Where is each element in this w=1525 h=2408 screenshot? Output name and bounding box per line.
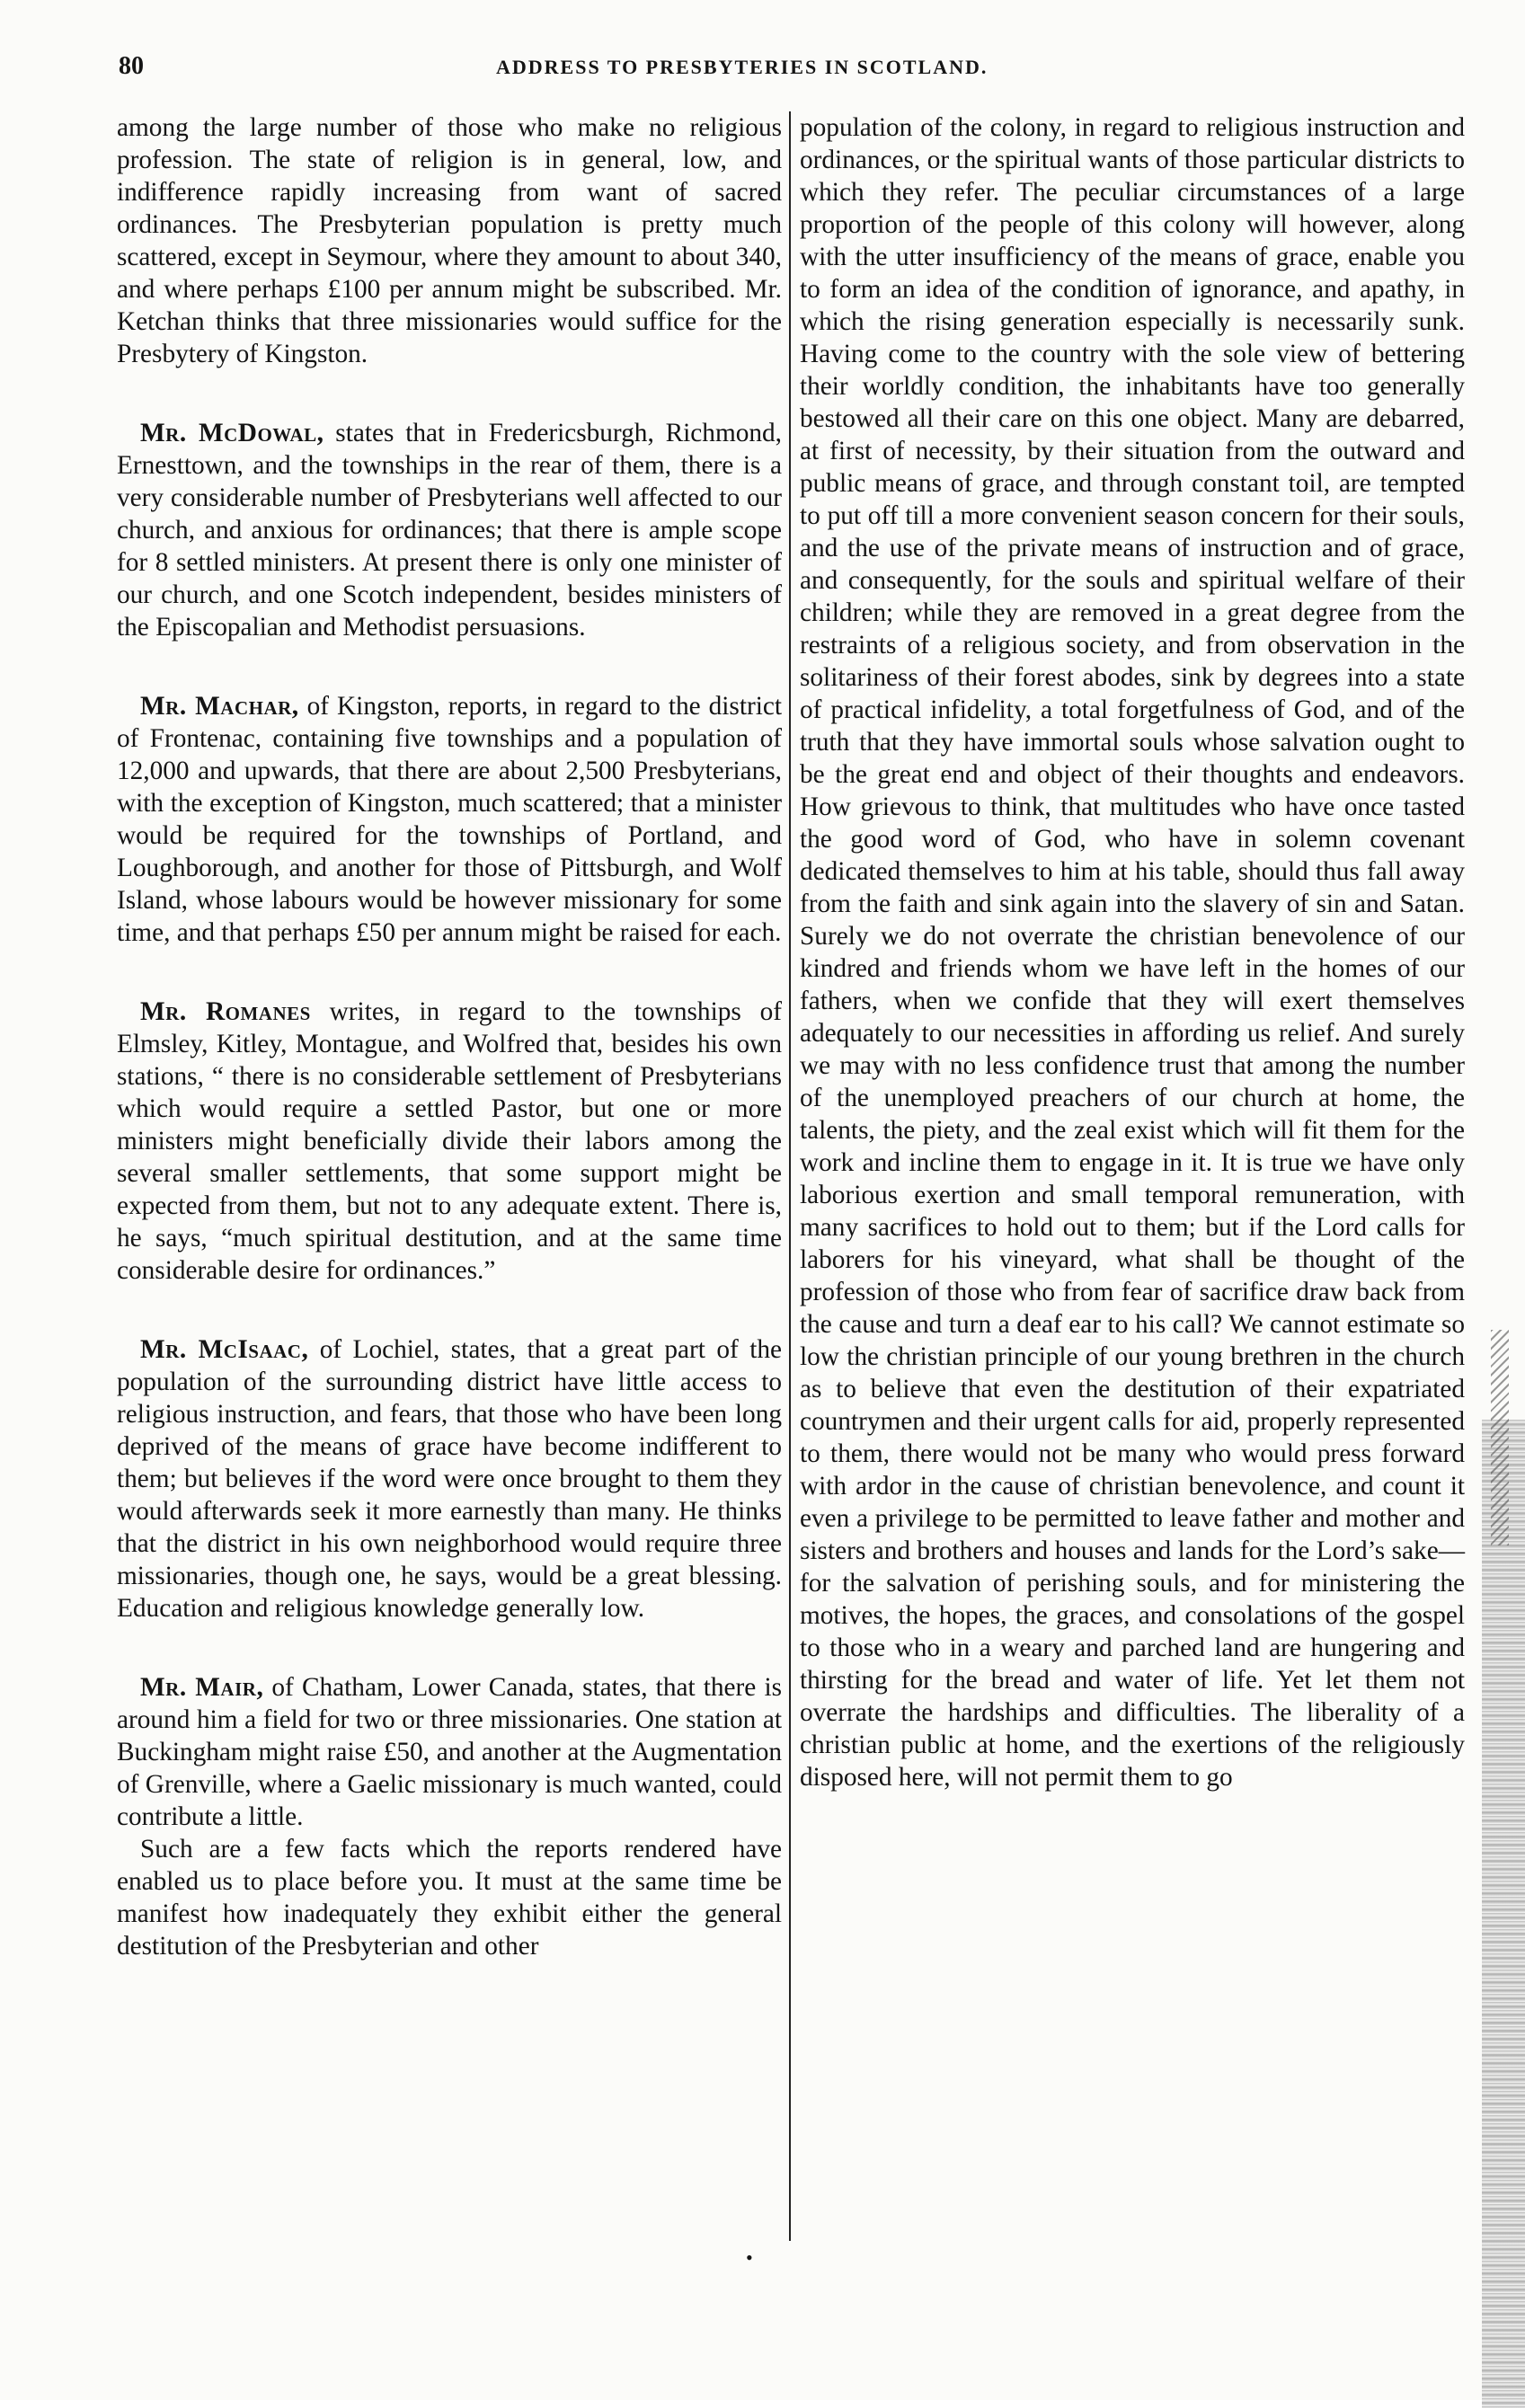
paragraph-text: among the large number of those who make no religious profession. The state of religion is in general, low, and indifference rapidly increasing from want of sacred ordinances. The Presbyterian population is pretty much scattered, except in Seymour, where they amount to about 340, and where perhaps £100 per annum might be subscribed. Mr. Ketchan thinks that three missionaries would suffice for the Presbytery of Kingston. <box>117 113 782 368</box>
running-title: ADDRESS TO PRESBYTERIES IN SCOTLAND. <box>496 56 989 78</box>
paragraph-continuation <box>800 111 1465 1793</box>
paragraph-mcisaac-report <box>117 1333 782 1625</box>
paragraph-text: Such are a few facts which the reports rendered have enabled us to place before you. It must at the same time be manifest how inadequately they exhibit either the general destitution of the Presbyterian and other <box>117 1835 782 1961</box>
scan-edge-artifact <box>1482 1420 1525 2408</box>
right-column <box>800 111 1465 1793</box>
paragraph-text: of Lochiel, states, that a great part of the population of the surrounding district have little access to religious instruction, and fears, that those who have been long deprived of the means of grace have become indifferent to them; but believes if the word were once brought to them they would afterwards seek it more earnestly than many. He thinks that the district in his own neighborhood would require three missionaries, though one, he says, would be a great blessing. Education and religious knowledge generally low. <box>117 1335 782 1623</box>
page-header <box>119 52 1467 88</box>
paragraph-text: writes, in regard to the townships of Elmsley, Kitley, Montague, and Wolfred that, besides his own stations, “ there is no considerable settlement of Presbyterians which would require a settled Pastor, but one or more ministers might beneficially divide their labors among the several smaller settlements, that some support might be expected from them, but not to any adequate extent. There is, he says, “much spiritual destitution, and at the same time considerable desire for ordinances.” <box>117 997 782 1285</box>
speaker-name: Mr. McDowal, <box>140 419 324 447</box>
speaker-name: Mr. Machar, <box>140 692 299 721</box>
scan-edge-speckle <box>1491 1330 1509 1545</box>
left-column <box>117 111 782 1962</box>
paragraph-ketchan-report <box>117 111 782 370</box>
paragraph-mcdowal-report <box>117 417 782 643</box>
footer-mark: • <box>746 2246 753 2269</box>
paragraph-mair-report <box>117 1671 782 1833</box>
page-number: 80 <box>119 52 144 80</box>
paragraph-text: states that in Fredericsburgh, Richmond, Ernesttown, and the townships in the rear of them, there is a very considerable number of Presbyterians well affected to our church, and anxious for ordinances; that there is ample scope for 8 settled ministers. At present there is only one minister of our church, and one Scotch independent, besides ministers of the Episcopalian and Methodist persuasions. <box>117 419 783 642</box>
paragraph-machar-report <box>117 690 782 949</box>
paragraph-text: of Kingston, reports, in regard to the district of Frontenac, containing five townships and a population of 12,000 and upwards, that there are about 2,500 Presbyterians, with the exception of Kingston, much scattered; that a minister would be required for the townships of Portland, and Loughborough, and another for those of Pittsburgh, and Wolf Island, whose labours would be however missionary for some time, and that perhaps £50 per annum might be raised for each. <box>117 692 782 947</box>
speaker-name: Mr. Romanes <box>140 997 311 1026</box>
paragraph-text: population of the colony, in regard to religious instruction and ordinances, or the spiritual wants of those particular districts to which they refer. The peculiar circumstances of a large proportion of the people of this colony will however, along with the utter insufficiency of the means of grace, enable you to form an idea of the condition of ignorance, and apathy, in which the rising generation especially is necessarily sunk. Having come to the country with the sole view of bettering their worldly condition, the inhabitants have too generally bestowed all their care on this one object. Many are debarred, at first of necessity, by their situation from the outward and public means of grace, and through constant toil, are tempted to put off till a more convenient season concern for their souls, and the use of the private means of instruction and of grace, and consequently, for the souls and spiritual welfare of their children; while they are removed in a great degree from the restraints of a religious society, and from observation in the solitariness of their forest abodes, sink by degrees into a state of practical infidelity, a total forgetfulness of God, and of the truth that they have immortal souls whose salvation ought to be the great end and object of their thoughts and endeavors. How grievous to think, that multitudes who have once tasted the good word of God, who have in solemn covenant dedicated themselves to him at his table, should thus fall away from the faith and sink again into the slavery of sin and Satan. Surely we do not overrate the christian benevolence of our kindred and friends whom we have left in the homes of our fathers, when we confide that they will exert themselves adequately to our necessities in affording us relief. And surely we may with no less confidence trust that among the number of the unemployed preachers of our church at home, the talents, the piety, and the zeal exist which will fit them for the work and incline them to engage in it. It is true we have only laborious exertion and small temporal remuneration, with many sacrifices to hold out to them; but if the Lord calls for laborers for his vineyard, what shall be thought of the profession of those who from fear of sacrifice draw back from the cause and turn a deaf ear to his call? We cannot estimate so low the christian principle of our young brethren in the church as to believe that even the destitution of their expatriated countrymen and their urgent calls for aid, properly represented to them, there would not be many who would press forward with ardor in the cause of christian benevolence, and count it even a privilege to be permitted to leave father and mother and sisters and brothers and houses and lands for the Lord’s sake—for the salvation of perishing souls, and for ministering the motives, the hopes, the graces, and consolations of the gospel to those who in a weary and parched land are hungering and thirsting for the bread and water of life. Yet let them not overrate the hardships and difficulties. The liberality of a christian public at home, and the exertions of the religiously disposed here, will not permit them to go <box>800 113 1465 1792</box>
speaker-name: Mr. Mair, <box>140 1673 264 1702</box>
paragraph-romanes-report <box>117 996 782 1287</box>
speaker-name: Mr. McIsaac, <box>140 1335 309 1364</box>
column-divider <box>789 111 791 2241</box>
paragraph-summary <box>117 1833 782 1962</box>
paragraph-text: of Chatham, Lower Canada, states, that there is around him a field for two or three missionaries. One station at Buckingham might raise £50, and another at the Augmentation of Grenville, where a Gaelic missionary is much wanted, could contribute a little. <box>117 1673 782 1831</box>
